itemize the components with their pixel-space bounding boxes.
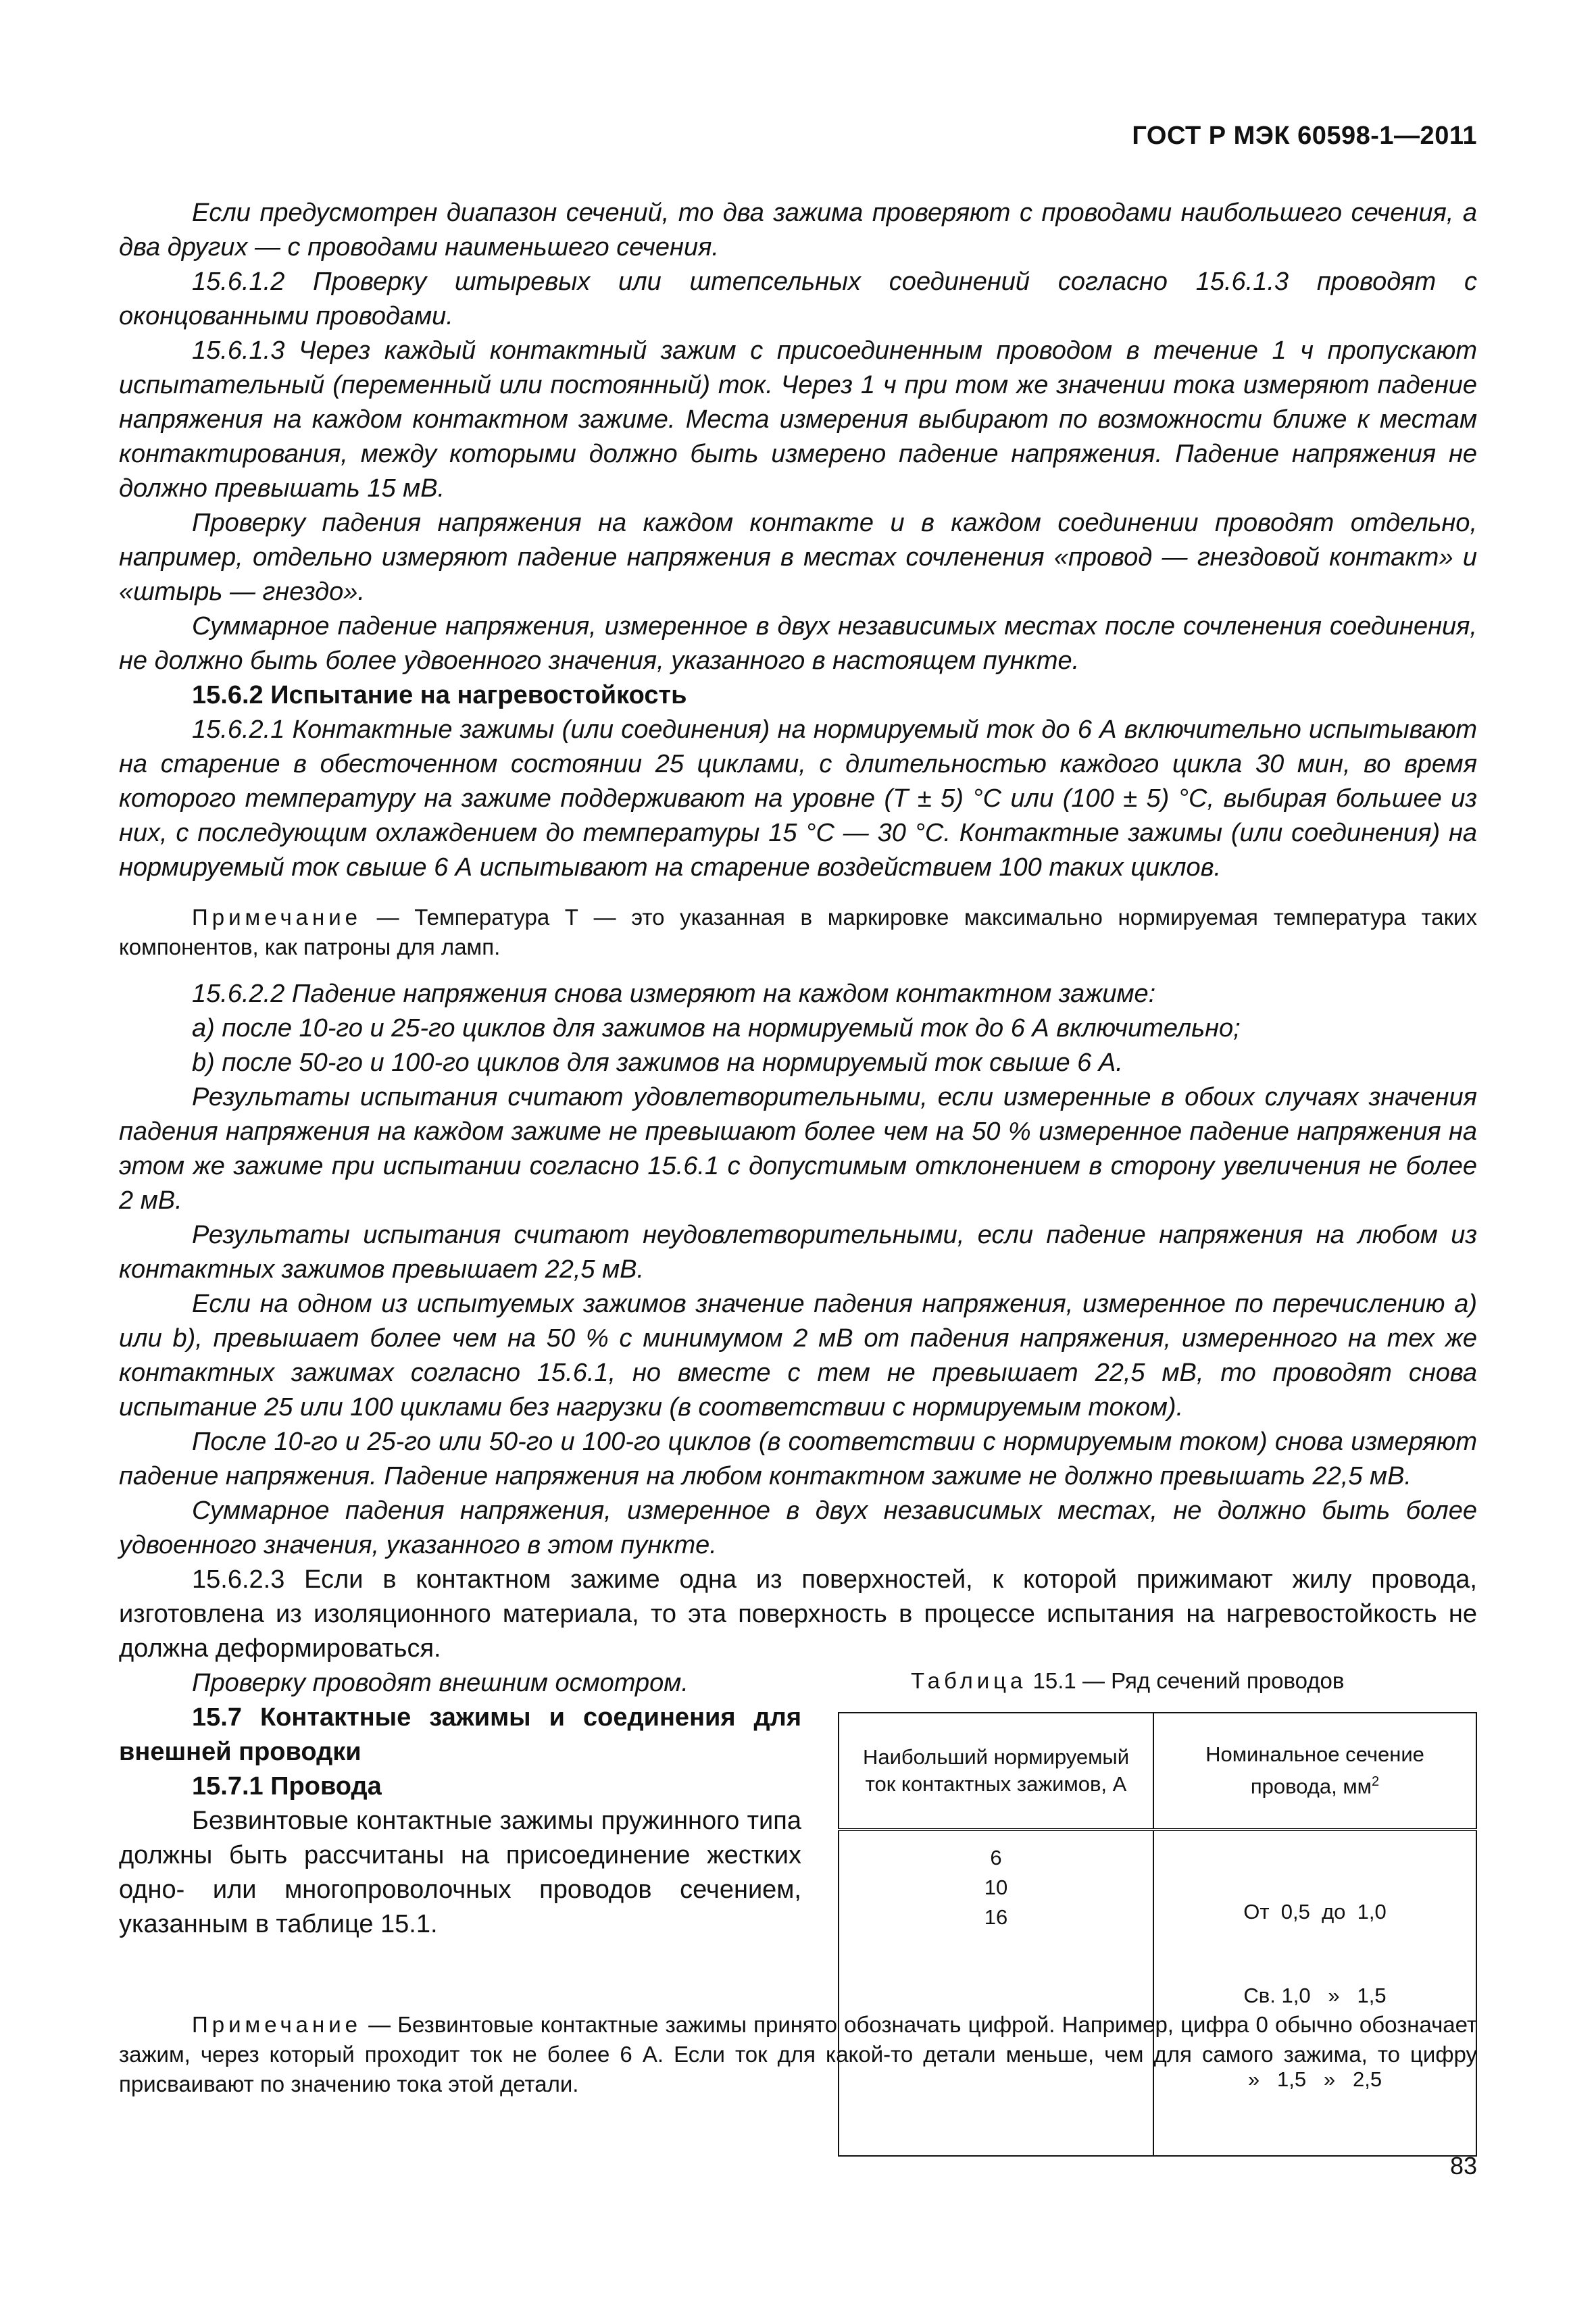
table-caption-text: 15.1 — Ряд сечений проводов — [1026, 1668, 1345, 1693]
table-cell: 6 — [990, 1846, 1002, 1869]
list-item: а) после 10-го и 25-го циклов для зажимов на нормируемый ток до 6 А включительно; — [192, 1014, 1241, 1042]
paragraph: Результаты испытания считают неудовлетворительными, если падение напряжения на любом из контактных зажимов превышает 22,5 мВ. — [119, 1221, 1477, 1284]
note-text: — Температура Т — это указанная в маркировке максимально нормируемая температура таких компонентов, как патроны для ламп. — [119, 905, 1477, 959]
paragraph: 15.6.2.1 Контактные зажимы (или соединения) на нормируемый ток до 6 А включительно испытывают на старение в обесточенном состоянии 25 циклами, с длительностью каждого цикла 30 мин, во время которого температуру на зажиме поддерживают на уровне (Т ± 5) °С или (100 ± 5) °С, выбирая большее из них, с последующим охлаждением до температуры 15 °С — 30 °С. Контактные зажимы (или соединения) на нормируемый ток свыше 6 А испытывают на старение воздействием 100 таких циклов. — [119, 715, 1477, 882]
note-text: — Безвинтовые контактные зажимы принято обозначать цифрой. Например, цифра 0 обычно обозначает зажим, через который проходит ток не более 6 А. Если ток для какой-то детали меньше, чем для самого зажима, то цифру присваивают по значению тока этой детали. — [119, 2012, 1477, 2096]
section-heading: 15.7 Контактные зажимы и соединения для внешней проводки — [119, 1703, 801, 1766]
left-column — [119, 1666, 801, 1942]
paragraph: Суммарное падения напряжения, измеренное в двух независимых местах, не должно быть более удвоенного значения, указанного в этом пункте. — [119, 1496, 1477, 1559]
table-cell: » 1,5 » 2,5 — [1247, 2067, 1382, 2091]
paragraph: Результаты испытания считают удовлетворительными, если измеренные в обоих случаях значения падения напряжения на каждом зажиме не превышают более чем на 50 % измеренное падение напряжения на этом же зажиме при испытании согласно 15.6.1 с допустимым отклонением в сторону увеличения не более 2 мВ. — [119, 1083, 1477, 1215]
paragraph: Суммарное падение напряжения, измеренное в двух независимых местах после сочленения соединения, не должно быть более удвоенного значения, указанного в настоящем пункте. — [119, 612, 1477, 675]
paragraph: Если предусмотрен диапазон сечений, то два зажима проверяют с проводами наибольшего сечения, а два других — с проводами наименьшего сечения. — [119, 199, 1477, 261]
paragraph: 15.6.2.3 Если в контактном зажиме одна из поверхностей, к которой прижимают жилу провода, изготовлена из изоляционного материала, то эта поверхность в процессе испытания на нагревостойкость не должна деформироваться. — [119, 1565, 1477, 1663]
paragraph: Проверку падения напряжения на каждом контакте и в каждом соединении проводят отдельно, например, отдельно измеряют падение напряжения в местах сочленения «провод — гнездовой контакт» и «штырь — гнездо». — [119, 509, 1477, 606]
section-heading: 15.6.2 Испытание на нагревостойкость — [192, 681, 687, 709]
note-label: Примечание — [192, 2012, 362, 2037]
table-cell: Св. 1,0 » 1,5 — [1243, 1984, 1387, 2007]
table-header-row — [839, 1713, 1476, 1830]
table-cell-section — [1153, 1830, 1476, 2156]
paragraph: 15.6.1.3 Через каждый контактный зажим с присоединенным проводом в течение 1 ч пропускают испытательный (переменный или постоянный) ток. Через 1 ч при том же значении тока измеряют падение напряжения на каждом контактном зажиме. Места измерения выбирают по возможности ближе к местам контактирования, между которыми должно быть измерено падение напряжения. Падение напряжения не должно превышать 15 мВ. — [119, 336, 1477, 503]
table-header-section: Номинальное сечение провода, $мм^2$ — [1153, 1713, 1476, 1830]
table-cell: 10 — [984, 1876, 1008, 1899]
table-cell-current — [839, 1830, 1153, 2156]
paragraph: Безвинтовые контактные зажимы пружинного типа должны быть рассчитаны на присоединение жестких одно- или многопроволочных проводов сечением, указанным в таблице 15.1. — [119, 1807, 801, 1938]
list-item: b) после 50-го и 100-го циклов для зажимов на нормируемый ток свыше 6 А. — [192, 1049, 1123, 1077]
paragraph: Если на одном из испытуемых зажимов значение падения напряжения, измеренное по перечислению а) или b), превышает более чем на 50 % с минимумом 2 мВ от падения напряжения, измеренного на тех же контактных зажимах согласно 15.6.1, но вместе с тем не превышает 22,5 мВ, то проводят снова испытание 25 или 100 циклами без нагрузки (в соответствии с нормируемым током). — [119, 1290, 1477, 1422]
paragraph: 15.6.2.2 Падение напряжения снова измеряют на каждом контактном зажиме: — [192, 980, 1156, 1008]
paragraph: Проверку проводят внешним осмотром. — [192, 1669, 689, 1697]
document-header: ГОСТ Р МЭК 60598-1—2011 — [1132, 122, 1477, 150]
note-label: Примечание — [192, 905, 362, 930]
paragraph: После 10-го и 25-го или 50-го и 100-го циклов (в соответствии с нормируемым током) снова измеряют падение напряжения. Падение напряжения на любом контактном зажиме не должно превышать 22,5 мВ. — [119, 1428, 1477, 1490]
paragraph: 15.6.1.2 Проверку штыревых или штепсельных соединений согласно 15.6.1.3 проводят с оконцованными проводами. — [119, 268, 1477, 330]
note — [119, 903, 1477, 962]
table-row — [839, 1830, 1476, 2156]
note — [119, 2010, 1477, 2099]
table-cell: 16 — [984, 1905, 1008, 1929]
table-caption — [838, 1666, 1477, 1696]
subsection-heading: 15.7.1 Провода — [192, 1772, 382, 1801]
table-caption-label: Таблица — [911, 1668, 1027, 1693]
table-cell: От 0,5 до 1,0 — [1243, 1900, 1387, 1923]
page-number: 83 — [1449, 2152, 1477, 2180]
table-header-current: Наибольший нормируемый ток контактных зажимов, А — [839, 1713, 1153, 1830]
